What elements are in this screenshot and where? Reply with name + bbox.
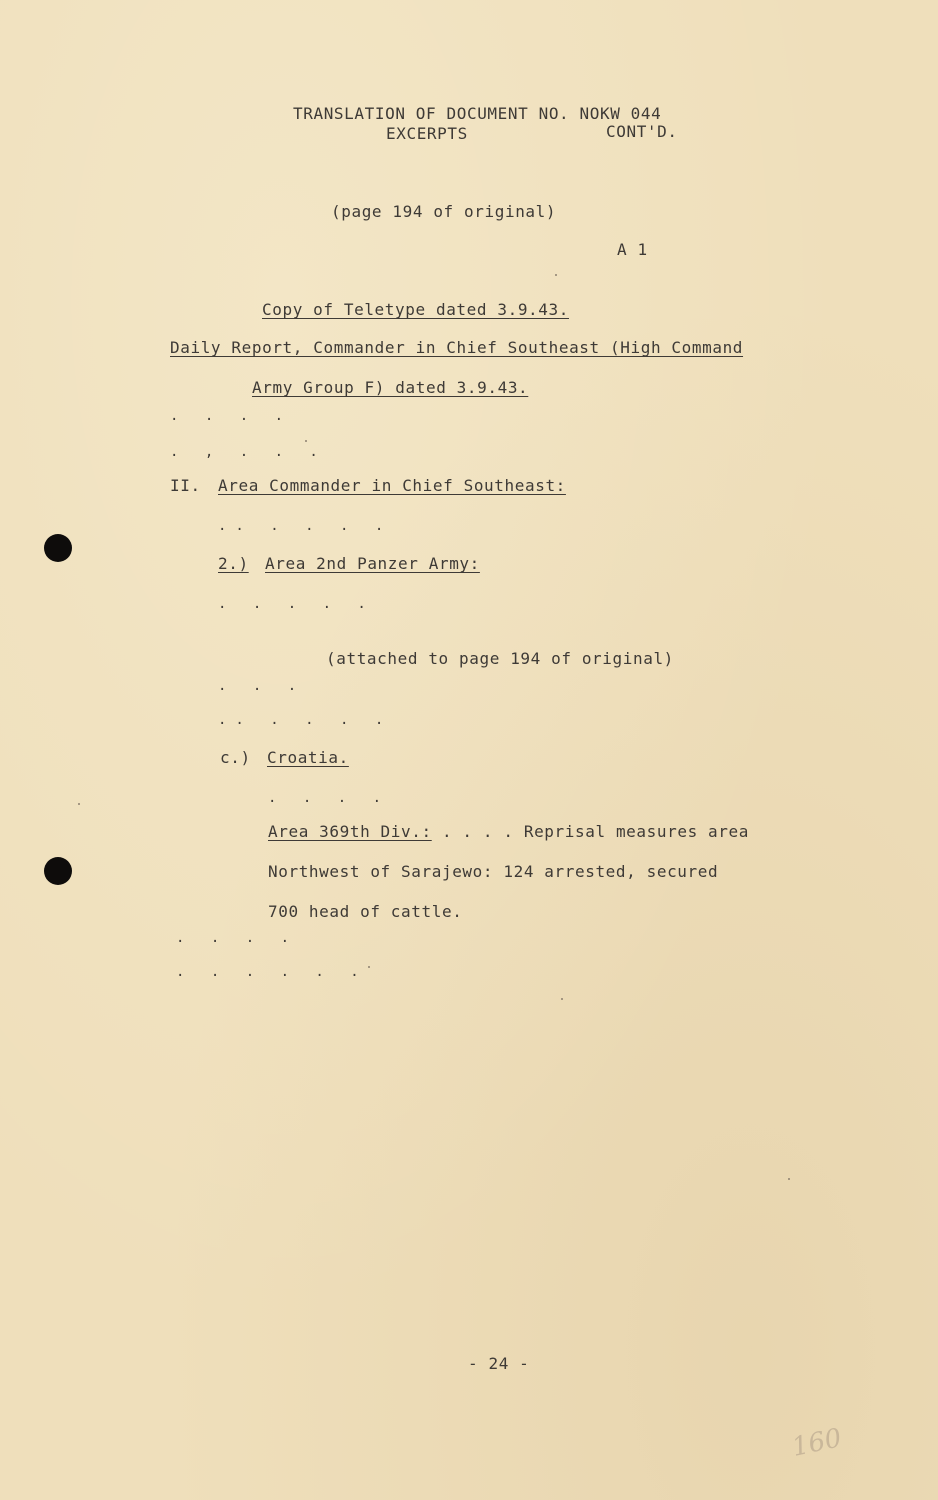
- division-entry-line2: Northwest of Sarajewo: 124 arrested, secured: [268, 862, 719, 881]
- punch-hole: [44, 534, 72, 562]
- section-heading: Area Commander in Chief Southeast:: [218, 476, 566, 495]
- paper-speck: [555, 274, 557, 276]
- daily-report-heading-line2: Army Group F) dated 3.9.43.: [252, 378, 529, 397]
- pencil-annotation: 160: [789, 1423, 845, 1463]
- paper-speck: [561, 998, 563, 1000]
- paper-speck: [788, 1178, 790, 1180]
- division-entry-line3: 700 head of cattle.: [268, 902, 463, 921]
- section-numeral: II.: [170, 476, 201, 495]
- ellipsis: . . .: [218, 678, 306, 694]
- ellipsis: . . . . . .: [176, 964, 368, 980]
- ellipsis: . . . .: [170, 408, 293, 424]
- paper-speck: [368, 966, 370, 968]
- subsection-number: 2.): [218, 554, 249, 573]
- subsection-heading: Area 2nd Panzer Army:: [265, 554, 480, 573]
- ellipsis: . . . .: [268, 790, 391, 806]
- division-label: Area 369th Div.:: [268, 822, 432, 841]
- ellipsis: . . . . .: [218, 596, 375, 612]
- ellipsis: . . . .: [176, 930, 299, 946]
- division-entry-line1: [268, 822, 749, 842]
- reference-mark: A 1: [617, 240, 648, 259]
- teletype-heading: Copy of Teletype dated 3.9.43.: [262, 300, 569, 319]
- paper-speck: [305, 440, 307, 442]
- punch-hole: [44, 857, 72, 885]
- daily-report-heading-line1: Daily Report, Commander in Chief Southeast (High Command: [170, 338, 744, 357]
- document-title: TRANSLATION OF DOCUMENT NO. NOKW 044: [293, 104, 662, 123]
- excerpts-label: EXCERPTS: [386, 124, 468, 143]
- subsection-c-number: c.): [220, 748, 251, 767]
- subsection-c-heading: Croatia.: [267, 748, 349, 767]
- division-dots: . . . .: [441, 822, 514, 841]
- division-text: Reprisal measures area: [523, 822, 749, 841]
- page-number: - 24 -: [468, 1354, 530, 1373]
- ellipsis: .. . . . .: [218, 712, 393, 728]
- contd-label: CONT'D.: [606, 122, 678, 141]
- page-reference: (page 194 of original): [331, 202, 557, 221]
- paper-speck: [78, 803, 80, 805]
- ellipsis: .. . . . .: [218, 518, 393, 534]
- attachment-note: (attached to page 194 of original): [326, 649, 674, 668]
- ellipsis: . , . . .: [170, 444, 327, 460]
